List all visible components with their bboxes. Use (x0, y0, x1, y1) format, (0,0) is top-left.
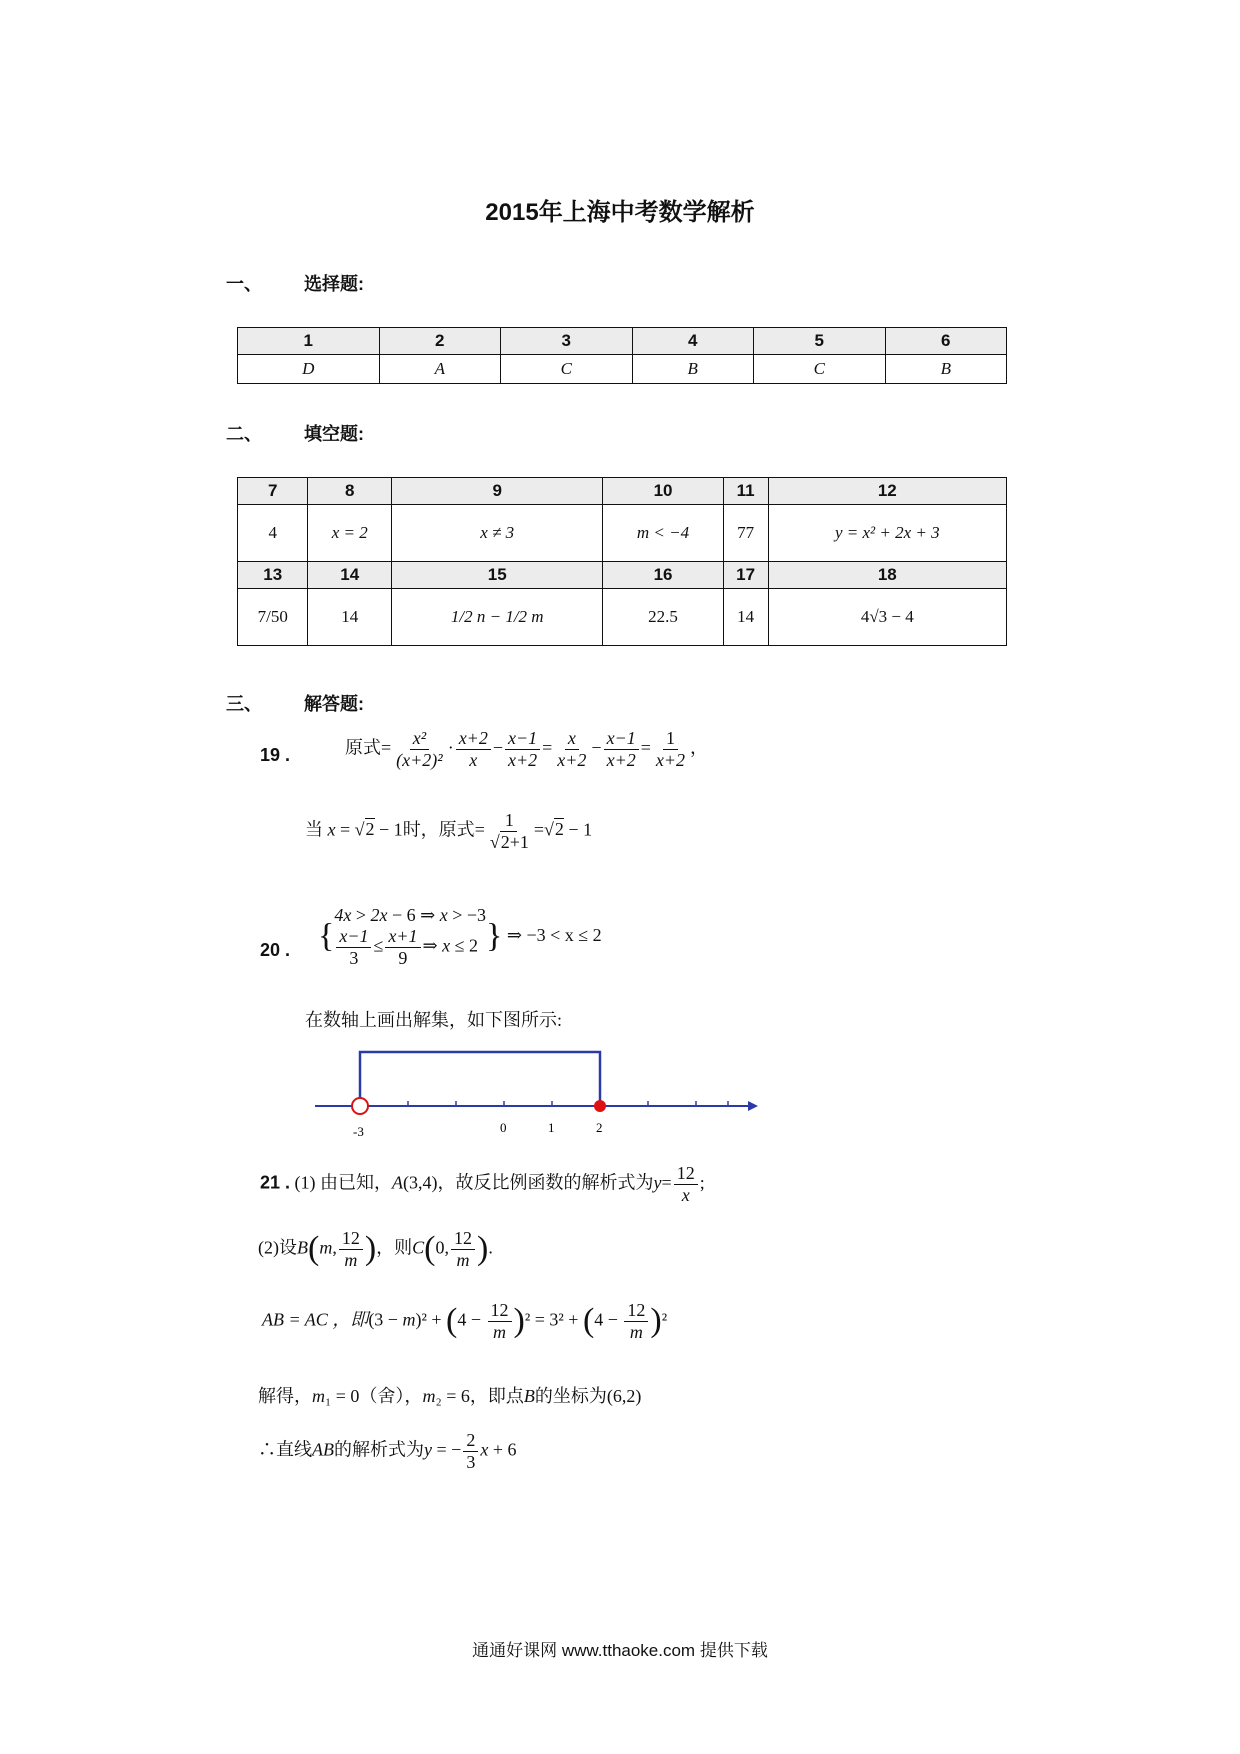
q21-part2: (2)设B(m, $\frac{12}{m}$ )，则C(0, $\frac{12}{m}$ ). (258, 1228, 493, 1270)
table-cell: B (885, 355, 1006, 384)
axis-arrow (748, 1101, 758, 1111)
q20-result: ⇒ −3 < x ≤ 2 (506, 924, 602, 945)
section-solve-heading (226, 690, 364, 716)
fill-answer-table (237, 477, 1007, 646)
table-cell: 3 (500, 328, 632, 355)
q21-p2: (2)设 (258, 1237, 297, 1258)
table-row (238, 562, 1007, 589)
table-cell: 9 (392, 478, 603, 505)
q21-conclusion-text: ∴直线 (258, 1439, 312, 1460)
section-label: 解答题: (304, 694, 364, 714)
q19-derivation: 原式= $\frac{\text{x²}}{\text{(x+2)²}}$ · $\frac{x+2}{x}$ − $\frac{x-1}{x+2}$ = $\frac{x}{x+2}$ − $\frac{x-1}{x+2}$ = $\frac{1}{x+2}$ ， (345, 728, 709, 770)
q21-part1: 21 . (1) 由已知，A(3,4)，故反比例函数的解析式为y= $\frac{12}{x}$ ; (260, 1163, 705, 1205)
q19-prefix: 原式 (345, 737, 381, 758)
table-cell: 11 (723, 478, 768, 505)
table-cell: 4 (632, 328, 753, 355)
q21-solve-c: ，即点 (469, 1386, 524, 1406)
table-cell: 18 (768, 562, 1006, 589)
footer-source: 通通好课网 www.tthaoke.com 提供下载 (472, 1641, 768, 1660)
table-cell: B (632, 355, 753, 384)
table-cell: 5 (753, 328, 885, 355)
section-number: 一、 (226, 274, 262, 294)
q20-system: { 4x > 2x − 6 ⇒ x > −3 $\frac{x-1}{3}$ ≤ $\frac{x+1}{9}$ ⇒ x ≤ 2 } ⇒ −3 < x ≤ 2 (318, 905, 602, 968)
table-cell: 15 (392, 562, 603, 589)
table-cell: 17 (723, 562, 768, 589)
table-cell: 6 (885, 328, 1006, 355)
q21-p1b: ，故反比例函数的解析式为 (437, 1172, 654, 1193)
answer-15: 1/2 n − 1/2 m (392, 589, 603, 646)
q21-solve-d: 的坐标为 (534, 1386, 607, 1406)
q21-solution: 解得，m₁ = 0（舍），m₂ = 6，即点B的坐标为(6,2) (258, 1386, 642, 1406)
axis-label-neg3: -3 (353, 1124, 364, 1139)
table-cell: D (238, 355, 380, 384)
answer-8: x = 2 (308, 505, 392, 562)
axis-label-2: 2 (596, 1120, 603, 1135)
q21-equation: AB = AC ，即(3 − m)² + (4 − $\frac{12}{m}$ )² = 3² + (4 − $\frac{12}{m}$ )² (262, 1300, 668, 1342)
q21-solve: 解得， (258, 1386, 312, 1406)
section-choice-heading (226, 270, 364, 296)
section-label: 填空题: (304, 424, 364, 444)
q21-conclusion: ∴直线AB的解析式为y = − $\frac{2}{3}$ x + 6 (258, 1430, 517, 1472)
q21-p2b: ，则 (376, 1237, 413, 1258)
solution-interval-bracket (360, 1052, 600, 1106)
q19-comma: ， (690, 737, 709, 758)
q19-mid: 时，原式 (402, 819, 475, 840)
table-row (238, 589, 1007, 646)
q21-conclusion-b: 的解析式为 (334, 1439, 424, 1460)
table-cell: 13 (238, 562, 308, 589)
answer-10: m < −4 (603, 505, 723, 562)
answer-12: y = x² + 2x + 3 (768, 505, 1006, 562)
answer-9: x ≠ 3 (392, 505, 603, 562)
axis-label-0: 0 (500, 1120, 507, 1135)
table-cell: 2 (379, 328, 500, 355)
page-title: 2015年上海中考数学解析 (485, 199, 755, 226)
table-row (238, 328, 1007, 355)
q21-p1: (1) 由已知， (294, 1172, 393, 1193)
answer-16: 22.5 (603, 589, 723, 646)
table-row (238, 478, 1007, 505)
answer-14: 14 (308, 589, 392, 646)
closed-endpoint-dot (594, 1100, 606, 1112)
open-endpoint-circle (352, 1098, 368, 1114)
axis-label-1: 1 (548, 1120, 555, 1135)
answer-13: 7/50 (238, 589, 308, 646)
q20-description: 在数轴上画出解集，如下图所示: (305, 1010, 562, 1030)
table-cell: 10 (603, 478, 723, 505)
table-row (238, 505, 1007, 562)
table-cell: 16 (603, 562, 723, 589)
question-19-number: 19 . (260, 745, 291, 765)
table-cell: 1 (238, 328, 380, 355)
question-20-number: 20 . (260, 940, 291, 960)
table-cell: C (753, 355, 885, 384)
table-row (238, 355, 1007, 384)
q21-solve-b: （舍）， (359, 1386, 423, 1406)
q21-ab: AB = AC ，即 (262, 1309, 369, 1330)
answer-7: 4 (238, 505, 308, 562)
q19-when: 当 (305, 819, 323, 840)
section-fill-heading (226, 420, 364, 446)
table-cell: C (500, 355, 632, 384)
section-number: 三、 (226, 694, 262, 714)
answer-11: 77 (723, 505, 768, 562)
answer-18: 4√3 − 4 (768, 589, 1006, 646)
question-21-number: 21 . (260, 1172, 291, 1193)
section-label: 选择题: (304, 274, 364, 294)
choice-answer-table (237, 327, 1007, 384)
q19-evaluation: 当 x = √2 − 1时，原式= $\frac{1}{√2+1}$ =√2 − 1 (305, 810, 593, 852)
number-line-figure (300, 1040, 760, 1140)
answer-17: 14 (723, 589, 768, 646)
table-cell: 7 (238, 478, 308, 505)
table-cell: 14 (308, 562, 392, 589)
table-cell: 12 (768, 478, 1006, 505)
table-cell: A (379, 355, 500, 384)
table-cell: 8 (308, 478, 392, 505)
section-number: 二、 (226, 424, 262, 444)
